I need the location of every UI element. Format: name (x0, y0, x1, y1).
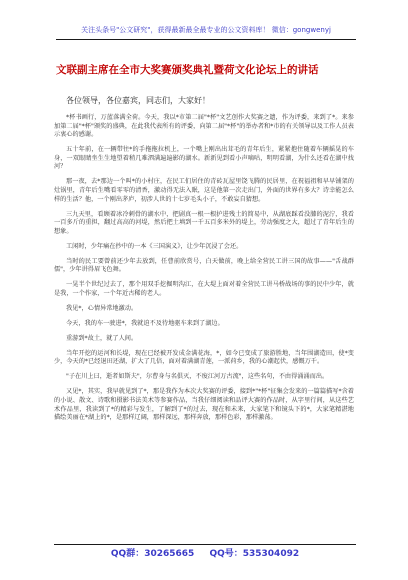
footer-contact (54, 544, 356, 560)
document-title: 文联副主席在全市大奖赛颁奖典礼暨荷文化论坛上的讲话 (56, 64, 319, 76)
paragraph: 当年开挖的运河和长堤，现在已经被开发成金满花海，*，如今已变成了旅游胜地，当年围湖造田，使*变少，今天的*已经退田还湖，扩大了几倍，面对着满湖青莲，一派荷乡，我的心潮起伏，感慨万千。 (54, 349, 354, 366)
document-body (54, 96, 354, 429)
paragraph: "子在川上曰，逝者如斯夫"，尔曹身与名俱灭，不废江河万古流"，这些名句，不由得涌涌而出。 (66, 373, 329, 381)
paragraph: 今天，我的车一驶进*，我就迫不及待地驱车来到了湖边。 (66, 319, 224, 327)
paragraph: 我见*，心情异常地激动。 (66, 304, 138, 312)
paragraph: *杯书画行，万蓝落满全荷。今天，我以*市第二届"*杯"文艺创作大奖赛之遗，作为评委，来到了*。来参加第二届"*杯"颁奖的盛典，在此我代表所有的评委，向第二届"*杯"的举办者和*市的有关领导以及工作人员表示衷心的感谢。 (54, 114, 354, 139)
paragraph: 三九天里，看顾着冰冷刺骨的湖水中，把剧真一根一根护进残土的简易中，从湖底踩看没膝的泥泞，我看一百多斤的重担，翻过高高的河堤，然后把土填到一千五百多米外的堤上，劳动强度之大，超过了青年后生的想象。 (54, 210, 354, 235)
paragraph: 五十年前，在一辆带往*的手拖拖拉机上，一个嘴上刚出出茸毛的青年后生，紧紧抱住随着车辆摇晃的车身，一双眼睛坐生生地望着稍几难泗满遍遍影的湖水。新新见到看小声嘀咕，明明看湖，为什么还看在湖中找河？ (54, 146, 354, 171)
paragraph: 工闲时，少年痛在抄中的一本《三国演义》，让少年沉浸了会还。 (66, 242, 243, 250)
paragraph: 那一夜，去*那边一个叫*的小村庄，在民工们居住的青砖瓦屋里饶飞腾的民居里，在祝福祖和早早铺架的灶锅里，青年后生嘴看零零的清香，激动得无法入眠，这是他第一次走出门，外面的世界有多大？诗幸能怎么样的生活？他，一个刚出茅庐，初涉人世的十七岁毛头小子，不敢妄自猜想。 (54, 178, 354, 203)
paragraph: 重游到*故土，就了人间。 (66, 334, 138, 342)
footer-qq-group: QQ群：30265665 (110, 549, 195, 559)
paragraph: 又见*，其实，我早就见到了*，那是我作为本次大奖赛的评委，接到*"*杯"征集会发来的一篇篇描写*含着的小说、散文、诗歌和摄影书法美术等参赛作品，当我仔细阅读和品评大赛的作品时，从字里行间，从这些艺术作品里，我读到了*的精彩与发生，了解到了*的过去，现在和未来，大家笔下和镜头下的*，大家笔精湛地描绘美丽在*湖上的*，是那样辽阔，那样深远，那样奔放，那样色彩，那样激荡。 (54, 388, 354, 422)
footer-qq-number: QQ号：535304092 (209, 549, 300, 559)
paragraph: 一晃半个世纪过去了，那个用双手挖掘明沟江，在大堤上面对着全营民工讲马桥战场的事的民中少年，就是我，一个作家，一个年近古稀的老人。 (54, 281, 354, 297)
salutation: 各位领导，各位嘉宾，同志们，大家好！ (66, 96, 210, 105)
paragraph: 当时的民工要曾前还少年去放到，任曹前欣赏号，白天做前，晚上给全营民工讲三国的故事——"舌战群儒"，少年讲得眉飞色舞。 (54, 257, 354, 274)
header-banner: 关注头条号"公文研究"，获得最新最全最专业的公文资料库！ 微信：gongwenyj (56, 26, 356, 40)
